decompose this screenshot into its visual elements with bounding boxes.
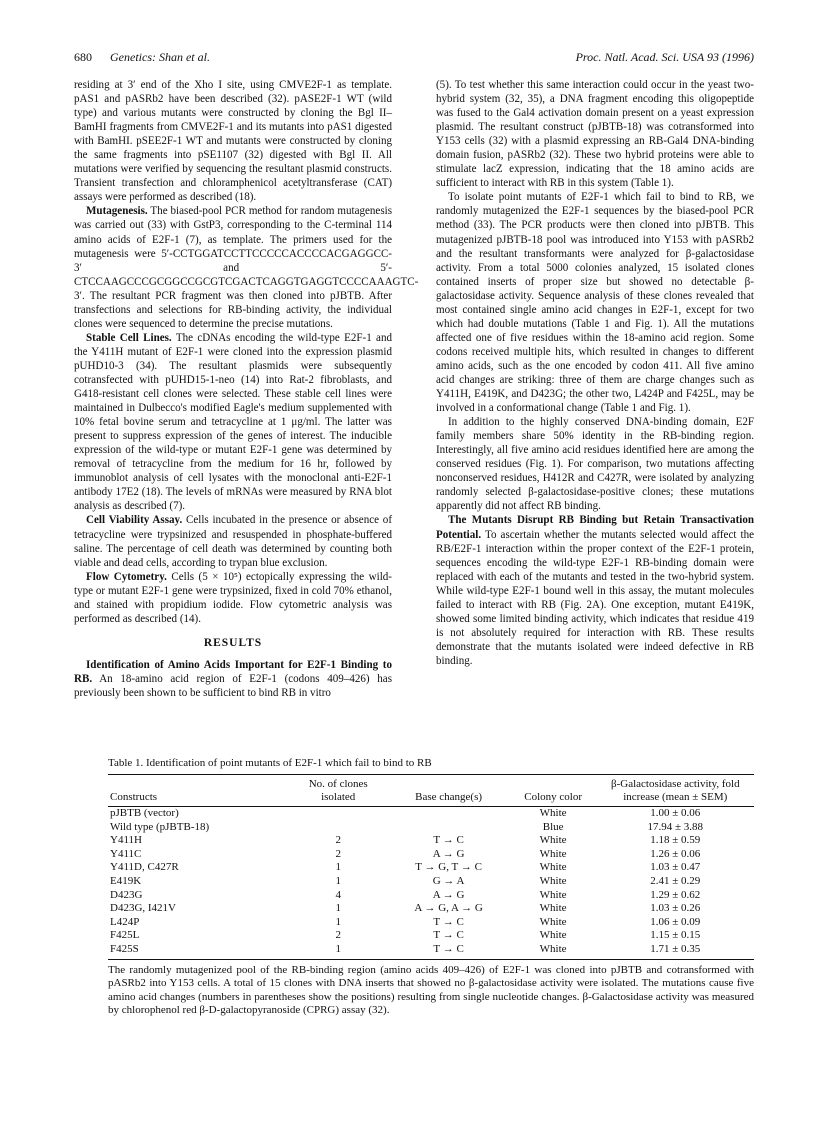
table-cell-color: White [539, 861, 567, 874]
table-cell-change: A → G [432, 847, 465, 860]
running-section-title: Genetics: Shan et al. [110, 50, 210, 64]
table-cell-activity: 1.00 ± 0.06 [650, 807, 701, 819]
table-cell-color: White [539, 888, 567, 901]
table-cell-color: White [510, 943, 597, 959]
table-cell-construct: D423G, I421V [110, 902, 176, 915]
table-row [108, 929, 754, 943]
run-in-heading: The Mutants Disrupt RB Binding but Retain Transactivation Potential. [436, 514, 754, 541]
table-cell-clones: 1 [335, 902, 341, 915]
table-cell-clones: 1 [289, 943, 388, 959]
paragraph [74, 570, 392, 626]
table-cell-construct: Wild type (pJBTB-18) [110, 820, 210, 833]
table-cell-activity: 1.15 ± 0.15 [650, 929, 701, 942]
table-row [108, 875, 754, 889]
run-in-heading: Stable Cell Lines. [86, 331, 172, 344]
table-row [108, 902, 754, 916]
table-cell-construct: L424P [110, 915, 140, 928]
table-row [108, 848, 754, 862]
col-header-constructs: Constructs [108, 775, 289, 807]
table-cell-clones: 4 [335, 888, 341, 901]
paragraph-text: The biased-pool PCR method for random mutagenesis was carried out (33) with GstP3, corresponding to the C-terminal 114 amino acids of E2F-1 (7), as template. The primers used for the mutagenesis were 5′-CCTGGATCCTTCCCCCACCCCACGAGGCC-3′ and 5′-CTCCAAGCCCGCGGCCGCGTCGACTCAGGTGAGGTCCCCAAAGTC-3′. The resultant PCR fragment was then cloned into pJBTB. After transfections and selections for RB-binding activity, the individual clones were sequenced to determine the precise mutations. [74, 205, 419, 330]
table-row [108, 861, 754, 875]
table-cell-activity: 2.41 ± 0.29 [650, 874, 701, 887]
col-header-base-change: Base change(s) [388, 775, 510, 807]
table-cell-activity: 17.94 ± 3.88 [647, 820, 704, 833]
results-table [108, 774, 754, 960]
table-cell-change: A → G, A → G [414, 902, 483, 915]
table-1 [108, 756, 754, 1018]
table-cell-activity: 1.03 ± 0.26 [650, 902, 701, 915]
table-cell-color: White [539, 929, 567, 942]
table-footnote: The randomly mutagenized pool of the RB-binding region (amino acids 409–426) of E2F-1 was cloned into pJBTB and cotransformed with pASRb2 into Y153 cells. A total of 15 clones with DNA inserts that showed no β-galactosidase activity were isolated. The mutations cause five amino acid changes (numbers in parentheses show the positions) resulting from single nucleotide changes. β-Galactosidase activity was measured by chlorophenol red β-D-galactopyranoside (CPRG) assay (32). [108, 963, 754, 1017]
col-header-colony-color: Colony color [510, 775, 597, 807]
table-cell-construct: F425S [108, 943, 289, 959]
table-row [108, 807, 754, 821]
paragraph-text: The cDNAs encoding the wild-type E2F-1 and the Y411H mutant of E2F-1 were cloned into the expression plasmid pUHD10-3 (34). The resultant plasmids were subsequently cotransfected with pUHD15-1-neo (14) into Rat-2 fibroblasts, and G418-resistant cell clones were selected. These stable cell lines were maintained in Dulbecco's modified Eagle's medium supplemented with 10% fetal bovine serum and tetracycline at 1 μg/ml. The latter was present to suppress expression of the genes of interest. The inducible expression of the wild-type or mutant E2F-1 gene was determined by removal of tetracycline from the medium for 16 hr, followed by immunoblot analysis of cell lysates with the monoclonal anti-E2F-1 antibody 17E2 (18). The levels of mRNAs were measured by RNA blot analysis as described (7). [74, 331, 392, 513]
section-heading-results: RESULTS [203, 636, 263, 649]
table-cell-clones: 1 [335, 874, 341, 887]
table-cell-color: White [539, 834, 567, 847]
paragraph [436, 513, 754, 668]
run-in-heading: Mutagenesis. [86, 205, 148, 218]
paragraph: (5). To test whether this same interaction could occur in the yeast two-hybrid system (32, 35), a DNA fragment encoding this oligopeptide was fused to the Gal4 activation domain present on a yeast expression plasmid. The resultant construct (pJBTB-18) was cotransformed into Y153 cells (32) with a plasmid expressing an RB-Gal4 DNA-binding domain fusion, pASRb2 (32). These two hybrid proteins were able to stimulate lacZ expression, indicating that the 18 amino acids are sufficient to interact with RB in this system (Table 1). [436, 79, 754, 190]
table-row [108, 834, 754, 848]
table-cell-construct: Y411D, C427R [110, 861, 179, 874]
table-cell-change: A → G [432, 888, 465, 901]
table-cell-activity: 1.18 ± 0.59 [650, 834, 701, 847]
table-cell-clones: 2 [335, 847, 341, 860]
table-cell-change: T → C [433, 929, 464, 942]
table-cell-clones: 2 [335, 834, 341, 847]
paragraph: In addition to the highly conserved DNA-binding domain, E2F family members share 50% identity in the RB-binding region. Interestingly, all five amino acid residues identified here are among the conserved residues (Fig. 1). For comparison, two mutations affecting nonconserved residues, H412R and C427R, were isolated by analyzing randomly selected β-galactosidase-positive clones; these mutations apparently did not affect RB binding. [436, 416, 754, 513]
table-cell-construct: Y411C [110, 847, 142, 860]
paragraph: To isolate point mutants of E2F-1 which fail to bind to RB, we randomly mutagenized the E2F-1 sequences by the biased-pool PCR method (33). The PCR products were then cloned into pJBTB. This mutagenized pJBTB-18 pool was introduced into Y153 with pASRb2 and the resultant transformants were analyzed for β-galactosidase activity. From a total 5000 colonies analyzed, 15 isolated clones contained inserts of proper size but showed no detectable β-galactosidase activity. Sequence analysis of these clones revealed that most contained single amino acid changes in E2F-1, except for two which had double mutations (Table 1 and Fig. 1). All the mutations affected one of five residues within the 18-amino acid region. Some codons received multiple hits, which resulted in changes to different amino acids, such as the one encoded by codon 411. All five amino acid changes are striking: three of them are charge changes such as Y411H, E419K, and D423G; the other two, L424P and F425L, may be involved in a conformational change (Table 1 and Fig. 1). [436, 191, 754, 415]
table-cell-color: White [539, 902, 567, 915]
paragraph-text: Cells incubated in the presence or absence of tetracycline were trypsinized and resuspended in phosphate-buffered saline. The percentage of cell death was determined by counting both viable and dead cells, according to trypan blue exclusion. [74, 514, 393, 569]
table-cell-activity: 1.71 ± 0.35 [597, 943, 754, 959]
table-row [108, 916, 754, 930]
table-cell-color: White [539, 874, 567, 887]
paragraph-text: To ascertain whether the mutants selected would affect the RB/E2F-1 interaction within the proper context of the E2F-1 protein, sequences encoding the wild-type E2F-1 RB-binding domain were replaced with each of the mutants and tested in the two-hybrid system. While wild-type E2F-1 bound well in this assay, the mutant molecules failed to interact with RB (Fig. 2A). One exception, mutant E419K, showed some limited binding activity, which indicates that residue 419 is not absolutely required for interaction with RB. These results demonstrate that the mutants isolated were indeed defective in RB binding. [436, 528, 754, 667]
paragraph-text: Cells (5 × 10⁵) ectopically expressing the wild-type or mutant E2F-1 gene were trypsinized, fixed in cold 70% ethanol, and stained with propidium iodide. Flow cytometric analysis was performed as described (14). [74, 570, 392, 625]
table-cell-change: T → G, T → C [415, 861, 482, 874]
left-column [74, 78, 419, 700]
table-cell-construct: D423G [110, 888, 143, 901]
table-row [108, 943, 754, 959]
table-row [108, 821, 754, 835]
paragraph [74, 331, 392, 514]
table-cell-construct: Y411H [110, 834, 142, 847]
table-cell-color: White [539, 847, 567, 860]
table-caption: Table 1. Identification of point mutants of E2F-1 which fail to bind to RB [108, 757, 432, 769]
paragraph [74, 204, 419, 330]
table-cell-activity: 1.26 ± 0.06 [650, 847, 701, 860]
paragraph: residing at 3′ end of the Xho I site, using CMVE2F-1 as template. pAS1 and pASRb2 have been described (32). pASE2F-1 WT (wild type) and various mutants were constructed by cloning the Bgl II–BamHI fragments from CMVE2F-1 and its mutants into pAS1 digested with BamHI. pSEE2F-1 WT and mutants were constructed by cloning the same fragments into pSE1107 (32) digested with Bgl II. All mutations were verified by sequencing the resultant plasmid constructs. Transient transfection and chloramphenicol acetyltransferase (CAT) assays were performed as described (18). [74, 79, 392, 204]
table-cell-change: T → C [388, 943, 510, 959]
table-cell-color: White [539, 807, 567, 819]
table-cell-clones: 2 [335, 929, 341, 942]
table-cell-change: T → C [433, 834, 464, 847]
col-header-clones: No. of clones isolated [289, 775, 388, 807]
table-cell-clones: 1 [335, 861, 341, 874]
table-cell-change: T → C [433, 915, 464, 928]
table-cell-activity: 1.06 ± 0.09 [650, 915, 701, 928]
table-cell-construct: E419K [110, 874, 142, 887]
table-cell-change [388, 807, 510, 821]
col-header-activity: β-Galactosidase activity, fold increase (mean ± SEM) [597, 775, 754, 807]
table-cell-color: Blue [542, 820, 564, 833]
table-cell-clones: 1 [335, 915, 341, 928]
table-cell-activity: 1.29 ± 0.62 [650, 888, 701, 901]
run-in-heading: Flow Cytometry. [86, 570, 167, 583]
page-header [74, 50, 754, 68]
table-cell-change: G → A [432, 874, 465, 887]
run-in-heading: Cell Viability Assay. [86, 514, 183, 527]
table-cell-activity: 1.03 ± 0.47 [650, 861, 701, 874]
table-cell-change [388, 821, 510, 835]
table-cell-color: White [539, 915, 567, 928]
run-in-heading: Identification of Amino Acids Important for E2F-1 Binding to RB. [74, 658, 392, 685]
page-number: 680 [74, 50, 92, 64]
journal-citation: Proc. Natl. Acad. Sci. USA 93 (1996) [575, 50, 754, 64]
paragraph [74, 658, 392, 700]
table-cell-construct: F425L [110, 929, 140, 942]
table-row [108, 889, 754, 903]
table-cell-clones [289, 821, 388, 835]
right-column [436, 78, 754, 668]
paragraph [74, 513, 392, 569]
table-cell-clones [289, 807, 388, 821]
paragraph-text: An 18-amino acid region of E2F-1 (codons 409–426) has previously been shown to be sufficient to bind RB in vitro [74, 672, 392, 699]
table-cell-construct: pJBTB (vector) [110, 807, 179, 819]
